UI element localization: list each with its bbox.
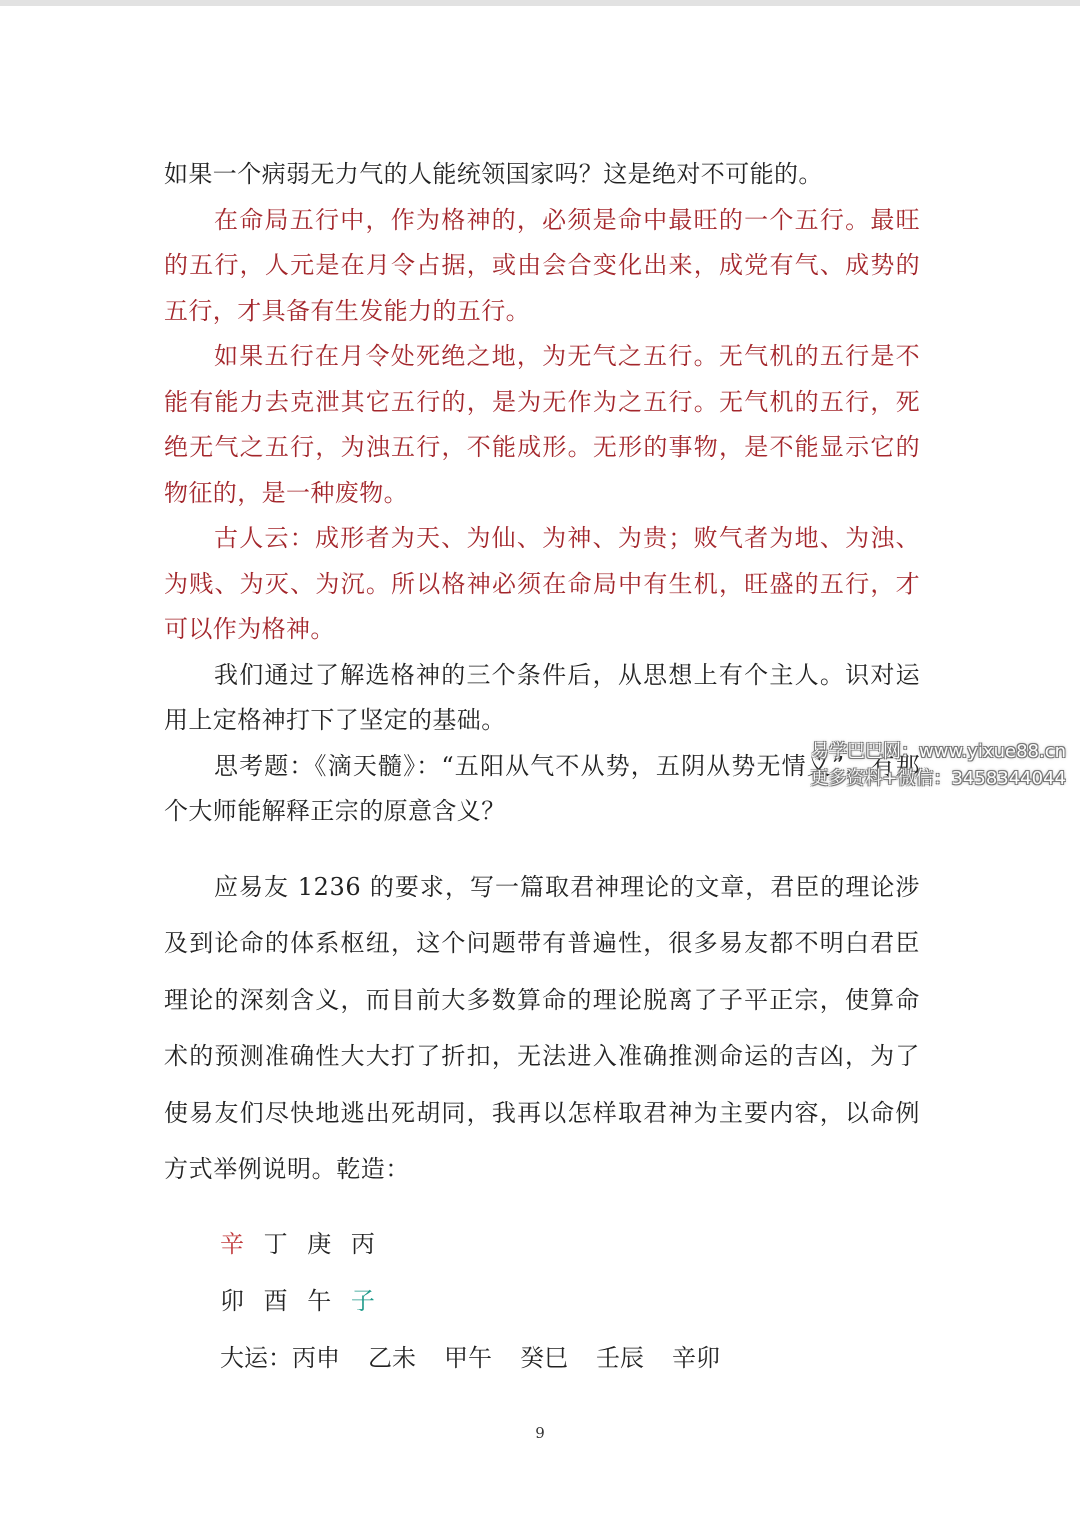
branch: 卯 xyxy=(220,1286,244,1315)
watermark-site: 易学巴巴网：www.yixue88.cn xyxy=(811,741,1066,762)
stem: 丙 xyxy=(350,1229,375,1258)
section-gap xyxy=(164,835,920,859)
paragraph-7: 应易友 1236 的要求，写一篇取君神理论的文章，君臣的理论涉及到论命的体系枢纽，这个问题带有普遍性，很多易友都不明白君臣理论的深刻含义，而目前大多数算命的理论脱离了子平正宗，使算命术的预测准确性大大打了折扣，无法进入准确推测命运的吉凶，为了使易友们尽快地逃出死胡同，我再以怎样取君神为主要内容，以命例方式举例说明。乾造： xyxy=(164,872,920,1183)
paragraph-3: 如果五行在月令处死绝之地，为无气之五行。无气机的五行是不能有能力去克泄其它五行的，是为无作为之五行。无气机的五行，死绝无气之五行，为浊五行，不能成形。无形的事物，是不能显示它的物征的，是一种废物。 xyxy=(164,342,920,507)
dayun-item: 癸巳 xyxy=(520,1343,568,1372)
bazi-chart xyxy=(164,1216,920,1387)
dayun-item: 甲午 xyxy=(444,1343,492,1372)
paragraph-6: 思考题：《滴天髓》：“五阳从气不从势，五阴从势无情义”，有那个大师能解释正宗的原意含义？ xyxy=(164,751,920,825)
branch: 子 xyxy=(350,1286,375,1315)
stem: 辛 xyxy=(220,1229,244,1258)
paragraph-1: 如果一个病弱无力气的人能统领国家吗？这是绝对不可能的。 xyxy=(164,160,823,188)
document-page xyxy=(164,152,920,1387)
paragraph-5: 我们通过了解选格神的三个条件后，从思想上有个主人。识对运用上定格神打下了坚定的基础。 xyxy=(164,660,920,734)
dayun-item: 乙未 xyxy=(368,1343,416,1372)
dayun-label: 大运： xyxy=(220,1343,292,1372)
dayun-item: 辛卯 xyxy=(672,1343,720,1372)
branch: 午 xyxy=(307,1286,332,1315)
watermark-contact: 更多资料+微信：3458344044 xyxy=(810,768,1066,789)
top-border xyxy=(0,0,1080,6)
paragraph-4: 古人云：成形者为天、为仙、为神、为贵；败气者为地、为浊、为贱、为灭、为沉。所以格神必须在命局中有生机，旺盛的五行，才可以作为格神。 xyxy=(164,524,920,643)
page-number: 9 xyxy=(535,1424,545,1442)
dayun-item: 壬辰 xyxy=(596,1343,644,1372)
heavenly-stems-row xyxy=(220,1216,920,1273)
stem: 庚 xyxy=(307,1229,332,1258)
dayun-item: 丙申 xyxy=(292,1343,340,1372)
paragraph-2: 在命局五行中，作为格神的，必须是命中最旺的一个五行。最旺的五行，人元是在月令占据，或由会合变化出来，成党有气、成势的五行，才具备有生发能力的五行。 xyxy=(164,205,920,325)
earthly-branches-row xyxy=(220,1273,920,1330)
dayun-row xyxy=(220,1330,920,1387)
branch: 酉 xyxy=(263,1286,288,1315)
stem: 丁 xyxy=(263,1229,288,1258)
watermark xyxy=(810,738,1066,792)
